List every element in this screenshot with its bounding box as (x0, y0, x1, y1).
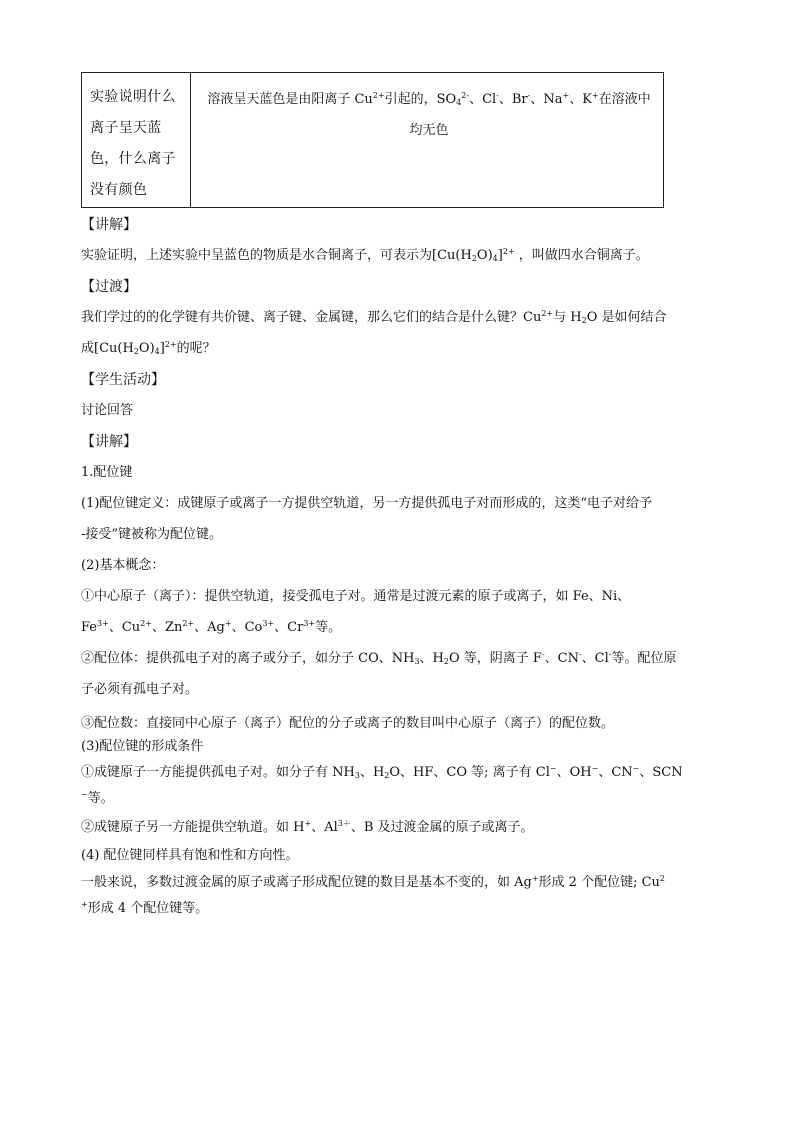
condition1-line1: ①成键原子一方能提供孤电子对。如分子有 $NH_3$、$H_2O$、HF、CO 等; 离子有 Cl−、OH−、CN−、SCN (81, 764, 683, 780)
condition1-line2: −等。 (81, 790, 114, 806)
central-atom-line2: $Fe^{3+}$、$Cu^{2+}$、$Zn^{2+}$、Ag+、$Co^{3+}$、$Cr^{3+}$等。 (81, 619, 342, 635)
section-heading-jiangjie: 【讲解】 (81, 217, 137, 233)
guodu-paragraph-line1: 我们学过的的化学键有共价键、离子键、金属键，那么它们的结合是什么键？$Cu^{2+}$与 $H_2O$ 是如何结合 (81, 309, 667, 325)
ligand-line1: ②配位体：提供孤电子对的离子或分子，如分子 CO、$NH_3$、$H_2O$ 等，阴离子 F-、CN-、Cl-等。配位原 (81, 650, 677, 666)
question-text: 实验说明什么离子呈天蓝色，什么离子没有颜色 (90, 89, 176, 198)
section-heading-guodu: 【过渡】 (81, 279, 137, 295)
answer-cell (191, 73, 664, 208)
section-heading-student-activity: 【学生活动】 (81, 372, 165, 388)
formation-conditions-heading: (3)配位键的形成条件 (81, 739, 204, 754)
section-heading-jiangjie-2: 【讲解】 (81, 434, 137, 450)
central-atom-line1: ①中心原子（离子）：提供空轨道，接受孤电子对。通常是过渡元素的原子或离子，如 Fe、Ni、 (81, 589, 631, 604)
question-answer-table (81, 72, 664, 208)
student-activity-text: 讨论回答 (81, 403, 134, 418)
summary-line1: 一般来说，多数过渡金属的原子或离子形成配位键的数目是基本不变的，如 Ag+形成 2 个配位键; Cu$^2$ (81, 874, 666, 890)
summary-line2: +形成 4 个配位键等。 (81, 900, 209, 916)
point-coordinate-bond: 1.配位键 (81, 465, 133, 480)
guodu-paragraph-line2: 成$[Cu(H_2O)_4]^{2+}$的呢？ (81, 340, 216, 356)
coordination-number: ③配位数：直接同中心原子（离子）配位的分子或离子的数目叫中心原子（离子）的配位数。 (81, 716, 615, 731)
definition-line1: (1)配位键定义：成键原子或离子一方提供空轨道，另一方提供孤电子对而形成的，这类“电子对给予 (81, 496, 653, 511)
condition2: ②成键原子另一方能提供空轨道。如 H+、$Al^{3+}$、B 及过渡金属的原子或离子。 (81, 819, 534, 835)
definition-line2: -接受”键被称为配位键。 (81, 527, 223, 542)
jiangjie-paragraph: 实验证明，上述实验中呈蓝色的物质是水合铜离子，可表示为$[Cu(H_2O)_4]^{2+}$ ，叫做四水合铜离子。 (81, 247, 649, 263)
ligand-line2: 子必须有孤电子对。 (81, 682, 199, 697)
answer-text: 溶液呈天蓝色是由阳离子 $Cu^{2+}$引起的，$SO_4^{2-}$、Cl-、Br-、Na+、K+在溶液中 均无色 (207, 91, 651, 138)
saturation-direction: (4) 配位键同样具有饱和性和方向性。 (81, 848, 299, 863)
basic-concepts-heading: (2)基本概念： (81, 558, 165, 573)
question-cell (82, 73, 191, 208)
